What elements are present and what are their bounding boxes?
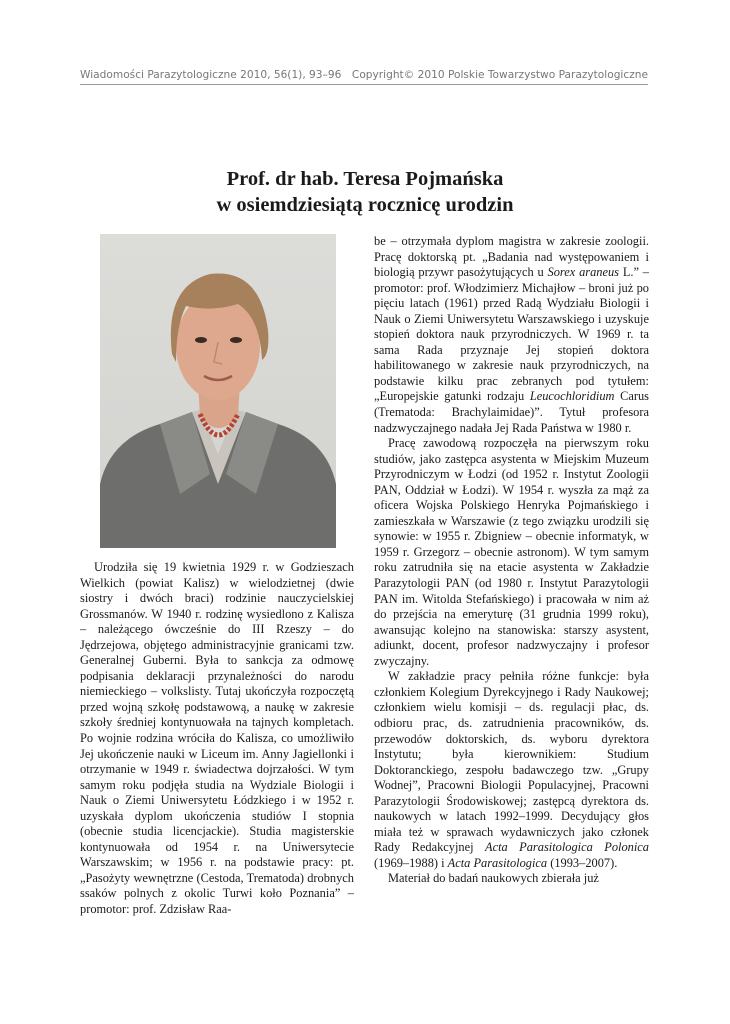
genus-name: Leucochloridium xyxy=(529,389,615,404)
portrait-photo xyxy=(100,234,336,548)
portrait-illustration xyxy=(100,234,336,548)
paragraph-research: Materiał do badań naukowych zbierała już xyxy=(388,871,599,886)
journal-name-2: Acta Parasitologica xyxy=(447,855,548,870)
journal-citation: Wiadomości Parazytologiczne 2010, 56(1), 93–96 xyxy=(80,69,342,81)
journal-name-1: Acta Parasitologica Polonica xyxy=(485,840,650,855)
title-line-2: w osiemdziesiątą rocznicę urodzin xyxy=(216,194,514,216)
paragraph-career: Pracę zawodową rozpoczęła na pierwszym roku studiów, jako zastępca asystenta w Miejskim Muzeum Przyrodniczym w Łodzi (od 1952 r. Instytut Zoologii PAN, Oddział w Łodzi). W 1954 r. wyszła za mąż za oficera Wojska Polskiego Henryka Pojmańskiego i zamieszkała w Warszawie (z tego związku urodzili się synowie: w 1955 r. Zbigniew – obecnie informatyk, w 1959 r. Grzegorz – obecnie astronom). W tym samym roku zatrudniła się na etacie asystenta w Zakładzie Parazytologii PAN (od 1980 r. Instytut Parazytologii PAN im. Witolda Stefańskiego) i pracowała w nim aż do przejścia na emeryturę (31 grudnia 1999 roku), awansując kolejno na stanowiska: starszy asystent, adiunkt, docent, profesor nadzwyczajny i profesor zwyczajny. xyxy=(374,436,649,668)
article-title xyxy=(60,166,670,218)
copyright-notice: Copyright© 2010 Polskie Towarzystwo Parazytologiczne xyxy=(351,69,648,81)
paragraph-biography-1: Urodziła się 19 kwietnia 1929 r. w Godzieszach Wielkich (powiat Kalisz) w wielodzietnej (dwie siostry i dwóch braci) rodzinie nauczycielskiej Grossmanów. W 1940 r. rodzinę wysiedlono z Kalisza – należącego ówcześnie do III Rzeszy – do Jędrzejowa, objętego administracyjnie granicami tzw. Generalnej Guberni. Była to sankcja za odmowę podpisania deklaracji przynależności do narodu niemieckiego – volkslisty. Tutaj ukończyła rozpoczętą przed wojną szkołę podstawową, a naukę w zakresie szkoły średniej kontynuowała na tajnych kompletach. Po wojnie rodzina wróciła do Kalisza, co umożliwiło Jej ukończenie nauki w Liceum im. Anny Jagiellonki i otrzymanie w 1949 r. świadectwa dojrzałości. W tym samym roku podjęła studia na Wydziale Biologii i Nauk o Ziemi Uniwersytetu Łódzkiego i w 1952 r. uzyskała dyplom ukończenia studiów I stopnia (obecnie studia licencjackie). Studia magisterskie kontynuowała od 1954 r. na Uniwersytecie Warszawskim; w 1956 r. na podstawie pracy: pt. „Pasożyty wewnętrzne (Cestoda, Trematoda) drobnych ssaków polnych z okolic Turwi koło Poznania” – promotor: prof. Zdzisław Raa- xyxy=(80,560,354,917)
left-column xyxy=(80,560,354,918)
species-name: Sorex araneus xyxy=(547,265,620,280)
right-column xyxy=(374,234,649,887)
title-line-1: Prof. dr hab. Teresa Pojmańska xyxy=(226,168,504,190)
paragraph-functions: W zakładzie pracy pełniła różne funkcje: była członkiem Kolegium Dyrekcyjnego i Rady Naukowej; członkiem wielu komisji – ds. regulacji płac, ds. odbioru prac, ds. zatrudnienia pracowników, ds. przewodów doktorskich, ds. wyboru dyrektora Instytutu; była kierownikiem: Studium Doktoranckiego, zespołu badawczego tzw. „Grupy Wodnej”, Pracowni Biologii Populacyjnej, Pracowni Parazytologii Środowiskowej; zastępcą dyrektora ds. naukowych w latach 1992–1999. Decydujący głos miała też w sprawach wydawniczych jako członek Rady Redakcyjnej Acta Parasitologica Polonica (1969–1988) i Acta Parasitologica (1993–2007). xyxy=(374,669,650,870)
running-header xyxy=(80,66,648,85)
paragraph-education: be – otrzymała dyplom magistra w zakresie zoologii. Pracę doktorską pt. „Badania nad występowaniem i biologią przywr pasożytujących u Sorex araneus L.” – promotor: prof. Włodzimierz Michajłow – broni już po pięciu latach (1961) przed Radą Wydziału Biologii i Nauk o Ziemi Uniwersytetu Warszawskiego i uzyskuje stopień doktora nauk przyrodniczych. W 1969 r. ta sama Rada przyznaje Jej stopień doktora habilitowanego w zakresie nauk przyrodniczych, na podstawie kilku prac zebranych pod tytułem: „Europejskie gatunki rodzaju Leucochloridium Carus (Trematoda: Brachylaimidae)”. Tytuł profesora nadzwyczajnego nadała Jej Rada Państwa w 1980 r. xyxy=(374,234,649,435)
